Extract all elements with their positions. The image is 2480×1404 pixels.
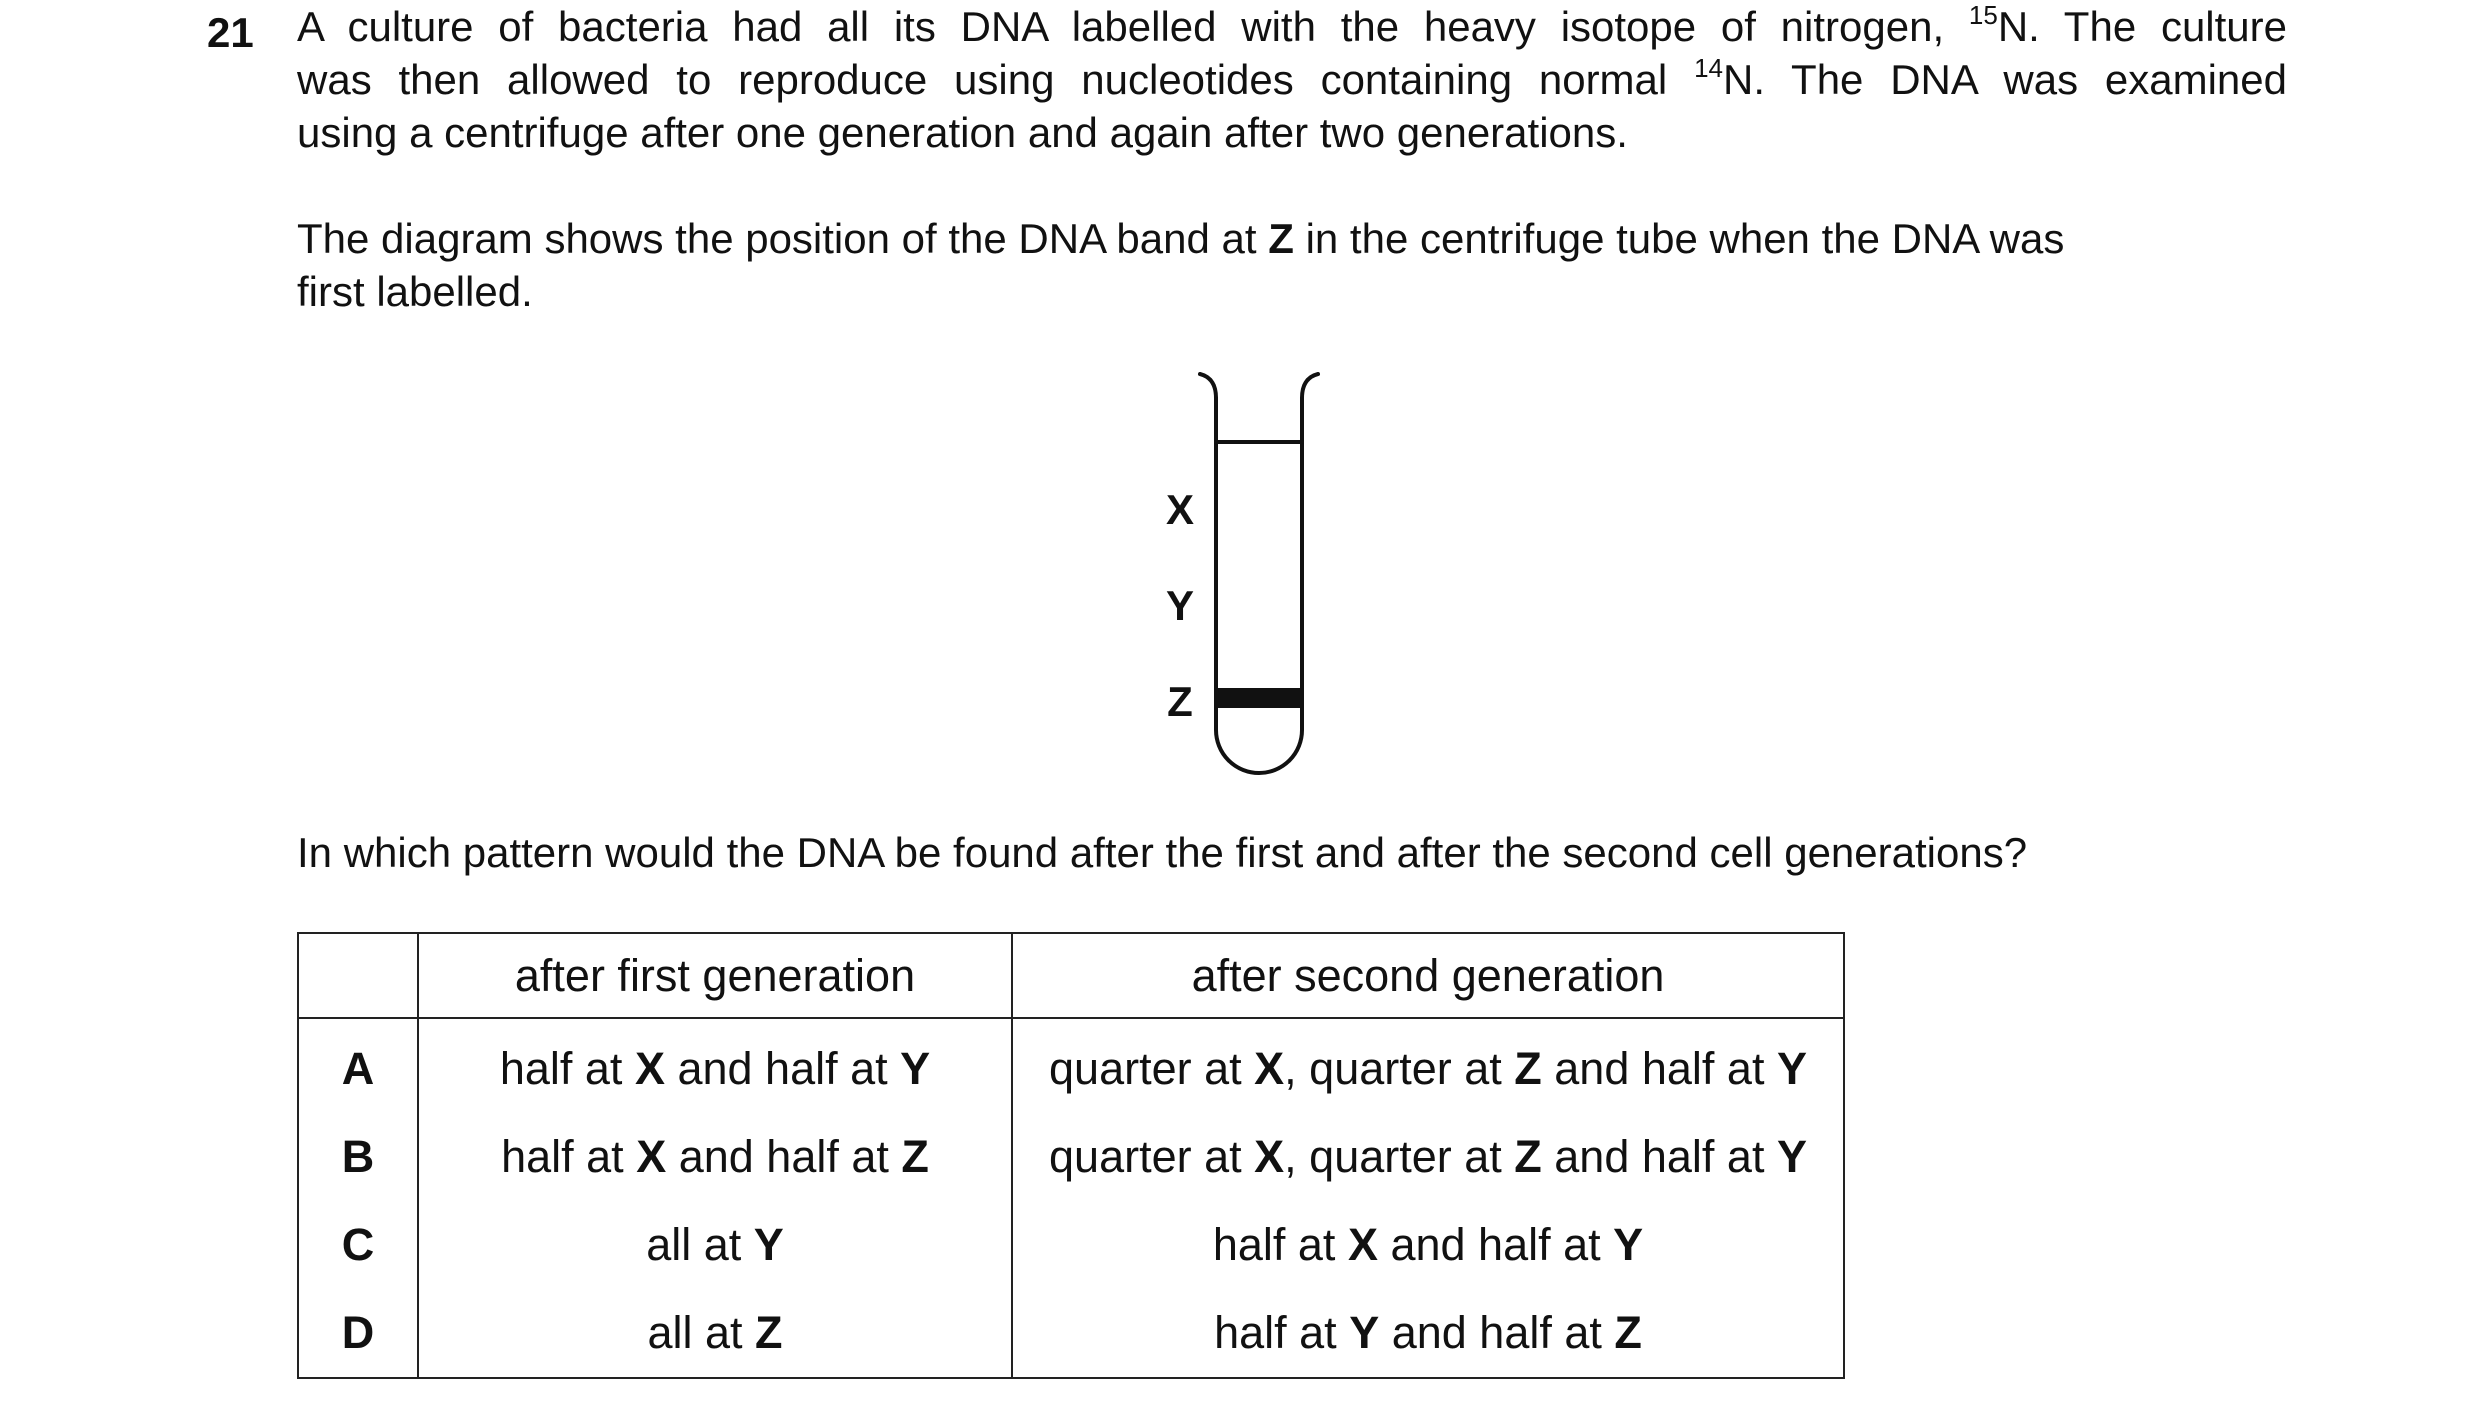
table-row <box>298 1201 1844 1289</box>
tube-right-lip <box>1302 374 1318 398</box>
table-header-row <box>298 933 1844 1018</box>
first-generation-cell: all at Y <box>418 1201 1012 1289</box>
diagram-desc-line-2: first labelled. <box>297 268 533 315</box>
first-generation-cell: half at X and half at Y <box>418 1018 1012 1113</box>
intro-line-2: was then allowed to reproduce using nucleotides containing normal $^{14}$N. The DNA was examined <box>297 53 2287 103</box>
label-x: X <box>1165 486 1195 533</box>
label-y: Y <box>1165 582 1195 629</box>
table-row <box>298 1018 1844 1113</box>
header-option <box>298 933 418 1018</box>
first-generation-cell: all at Z <box>418 1289 1012 1378</box>
answer-options-table <box>297 932 1845 1379</box>
tube-outline <box>1216 398 1302 773</box>
centrifuge-tube <box>1200 374 1318 773</box>
dna-band <box>1216 688 1302 708</box>
second-generation-cell: half at X and half at Y <box>1012 1201 1844 1289</box>
tube-left-lip <box>1200 374 1216 398</box>
option-letter: C <box>298 1201 418 1289</box>
option-letter: A <box>298 1018 418 1113</box>
second-generation-cell: quarter at X, quarter at Z and half at Y <box>1012 1018 1844 1113</box>
diagram-desc-line-1: The diagram shows the position of the DNA band at Z in the centrifuge tube when the DNA was <box>297 215 2065 262</box>
table-body <box>298 1018 1844 1378</box>
table-row <box>298 1289 1844 1378</box>
question-number: 21 <box>207 9 254 56</box>
option-letter: B <box>298 1113 418 1201</box>
isotope-superscript-14: 14 <box>1694 53 1723 83</box>
header-first-generation: after first generation <box>418 933 1012 1018</box>
intro-line-1: A culture of bacteria had all its DNA labelled with the heavy isotope of nitrogen, $^{15}$N. The culture <box>297 0 2288 50</box>
first-generation-cell: half at X and half at Z <box>418 1113 1012 1201</box>
intro-line-3: using a centrifuge after one generation and again after two generations. <box>297 109 1628 156</box>
second-generation-cell: quarter at X, quarter at Z and half at Y <box>1012 1113 1844 1201</box>
isotope-superscript-15: 15 <box>1968 0 1998 30</box>
second-generation-cell: half at Y and half at Z <box>1012 1289 1844 1378</box>
label-z: Z <box>1167 678 1193 725</box>
option-letter: D <box>298 1289 418 1378</box>
table-row <box>298 1113 1844 1201</box>
question-prompt: In which pattern would the DNA be found after the first and after the second cell generations? <box>297 829 2028 876</box>
header-second-generation: after second generation <box>1012 933 1844 1018</box>
